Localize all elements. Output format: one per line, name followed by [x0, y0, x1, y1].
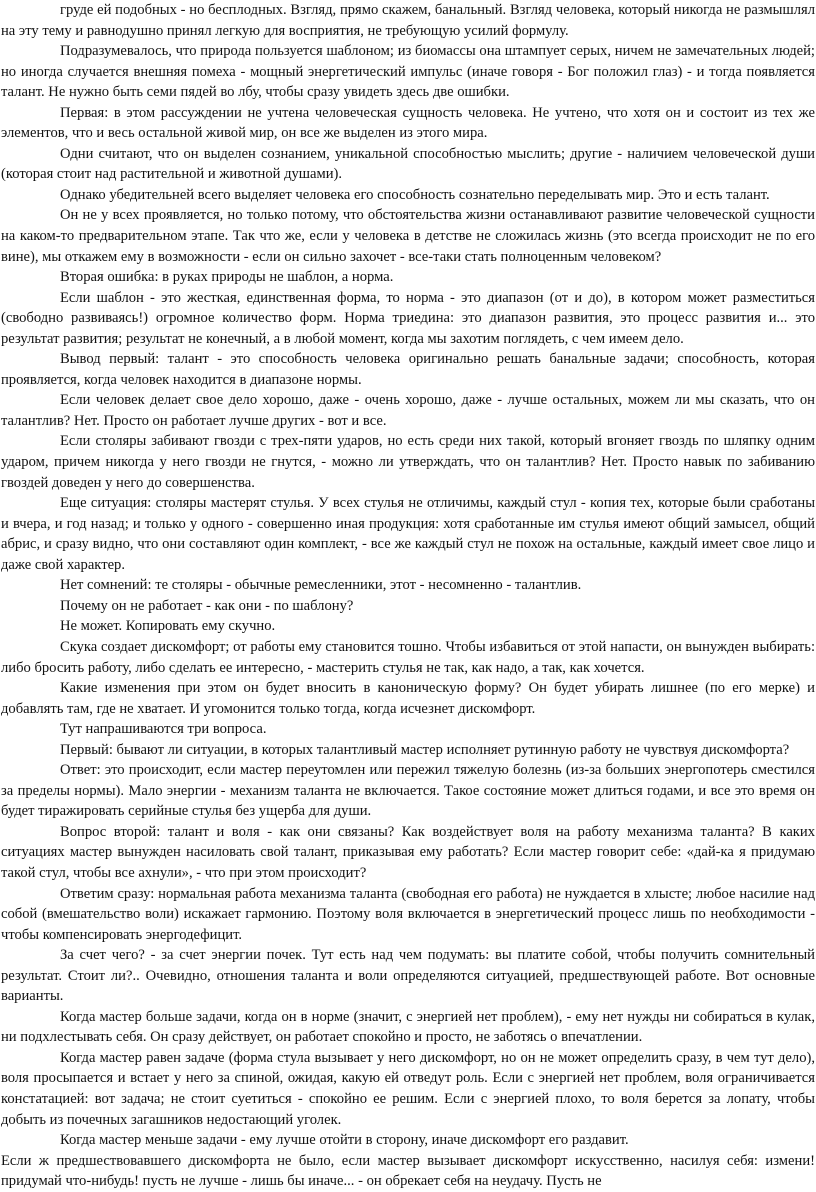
paragraph: Нет сомнений: те столяры - обычные ремесленники, этот - несомненно - талантлив. [60, 577, 582, 594]
paragraph: Если столяры забивают гвозди с трех-пяти ударов, но есть среди них такой, который вгоняет гвоздь по шляпку одним ударом, причем никогда у него гвозди не гнутся, - можно ли утверждать, что он талантлив? Нет. Просто навык по забиванию гвоздей доведен у него до совершенства. [1, 433, 815, 491]
paragraph: Если человек делает свое дело хорошо, даже - очень хорошо, даже - лучше остальных, можем ли мы сказать, что он талантлив? Нет. Просто он работает лучше других - вот и все. [1, 392, 815, 429]
paragraph: Вывод первый: талант - это способность человека оригинально решать банальные задачи; способность, которая проявляется, когда человек находится в диапазоне нормы. [1, 351, 815, 388]
paragraph: Вопрос второй: талант и воля - как они связаны? Как воздействует воля на работу механизма таланта? В каких ситуациях мастер вынужден насиловать свой талант, приказывая ему работать? Если мастер говорит себе: «дай-ка я придумаю такой стул, чтобы все ахнули», - что при этом происходит? [1, 823, 815, 881]
paragraph: Скука создает дискомфорт; от работы ему становится тошно. Чтобы избавиться от этой напасти, он вынужден выбирать: либо бросить работу, либо сделать ее интересно, - мастерить стулья не так, как надо, а так, как хочется. [1, 638, 815, 676]
paragraph: Когда мастер меньше задачи - ему лучше отойти в сторону, иначе дискомфорт его раздавит. [60, 1132, 629, 1149]
paragraph: Вторая ошибка: в руках природы не шаблон, а норма. [60, 269, 394, 286]
paragraph: Не может. Копировать ему скучно. [60, 618, 276, 635]
paragraph: Еще ситуация: столяры мастерят стулья. У всех стулья не отличимы, каждый стул - копия тех, которые были сработаны и вчера, и год назад; и только у одного - совершенно иная продукция: хотя сработанные им стулья имеют общий замысел, общий абрис, и сразу видно, что они составляют один комплект, - все же каждый стул не похож на остальные, каждый имеет свое лицо и даже свой характер. [1, 495, 815, 573]
paragraph: Ответим сразу: нормальная работа механизма таланта (свободная его работа) не нуждается в хлысте; любое насилие над собой (вмешательство воли) искажает гармонию. Поэтому воля включается в энергетический процесс лишь по необходимости - чтобы компенсировать энергодефицит. [1, 885, 815, 943]
paragraph: Он не у всех проявляется, но только потому, что обстоятельства жизни останавливают развитие человеческой сущности на каком-то предварительном этапе. Так что же, если у человека в детстве не сложилась жизнь (это всегда происходит не по его вине), мы откажем ему в возможности - если он сильно захочет - все-таки стать полноценным человеком? [1, 207, 815, 265]
paragraph: Тут напрашиваются три вопроса. [60, 721, 267, 738]
paragraph: Когда мастер равен задаче (форма стула вызывает у него дискомфорт, но он не может определить сразу, в чем тут дело), воля просыпается и встает у него за спиной, ожидая, какую ей отведут роль. Если с энергией нет проблем, воля ограничивается констатацией: вот задача; не стоит суетиться - спокойно ее решим. Если с энергией плохо, то воля берется за лопату, чтобы добыть из почечных загашников недостающий уголек. [1, 1049, 815, 1128]
paragraph: Если шаблон - это жесткая, единственная форма, то норма - это диапазон (от и до), в котором может разместиться (свободно развиваясь!) огромное количество форм. Норма триедина: это диапазон развития, это процесс развития и... это результат развития; результат не конечный, а в любой момент, когда мы захотим поглядеть, с чем имеем дело. [1, 289, 815, 347]
paragraph: Первый: бывают ли ситуации, в которых талантливый мастер исполняет рутинную работу не чувствуя дискомфорта? [60, 741, 790, 758]
paragraph: Первая: в этом рассуждении не учтена человеческая сущность человека. Не учтено, что хотя он и состоит из тех же элементов, что и весь остальной живой мир, он все же выделен из этого мира. [1, 104, 815, 142]
paragraph: Какие изменения при этом он будет вносить в каноническую форму? Он будет убирать лишнее (по его мерке) и добавлять там, где не хватает. И угомонится только тогда, когда исчезнет дискомфорт. [1, 680, 815, 717]
paragraph: Если ж предшествовавшего дискомфорта не было, если мастер вызывает дискомфорт искусственно, насилуя себя: измени! придумай что-нибудь! пусть не лучше - лишь бы иначе... - он обрекает себя на неудачу. Пусть не [1, 1152, 815, 1190]
paragraph: Когда мастер больше задачи, когда он в норме (значит, с энергией нет проблем), - ему нет нужды ни собираться в кулак, ни подхлестывать себя. Он сразу действует, он работает спокойно и просто, не заботясь о впечатлении. [1, 1008, 815, 1046]
paragraph: Одни считают, что он выделен сознанием, уникальной способностью мыслить; другие - наличием человеческой души (которая стоит над растительной и животной душами). [1, 145, 815, 183]
paragraph: За счет чего? - за счет энергии почек. Тут есть над чем подумать: вы платите собой, чтобы получить сомнительный результат. Стоит ли?.. Очевидно, отношения таланта и воли определяются ситуацией, предшествующей работе. Вот основные варианты. [1, 947, 815, 1005]
paragraph: груде ей подобных - но бесплодных. Взгляд, прямо скажем, банальный. Взгляд человека, который никогда не размышлял на эту тему и равнодушно принял легкую для восприятия, не требующую усилий формулу. [1, 2, 815, 39]
paragraph: Ответ: это происходит, если мастер переутомлен или пережил тяжелую болезнь (из-за больших энергопотерь сместился за пределы нормы). Мало энергии - механизм таланта не включается. Такое состояние может длиться годами, и все это время он будет тиражировать серийные стулья без ущерба для души. [1, 762, 815, 820]
paragraph: Почему он не работает - как они - по шаблону? [60, 597, 354, 614]
paragraph: Подразумевалось, что природа пользуется шаблоном; из биомассы она штампует серых, ничем не замечательных людей; но иногда случается внешняя помеха - мощный энергетический импульс (иначе говоря - Бог положил глаз) - и тогда появляется талант. Не нужно быть семи пядей во лбу, чтобы сразу увидеть здесь две ошибки. [1, 43, 815, 101]
paragraph: Однако убедительней всего выделяет человека его способность сознательно переделывать мир. Это и есть талант. [60, 186, 770, 203]
